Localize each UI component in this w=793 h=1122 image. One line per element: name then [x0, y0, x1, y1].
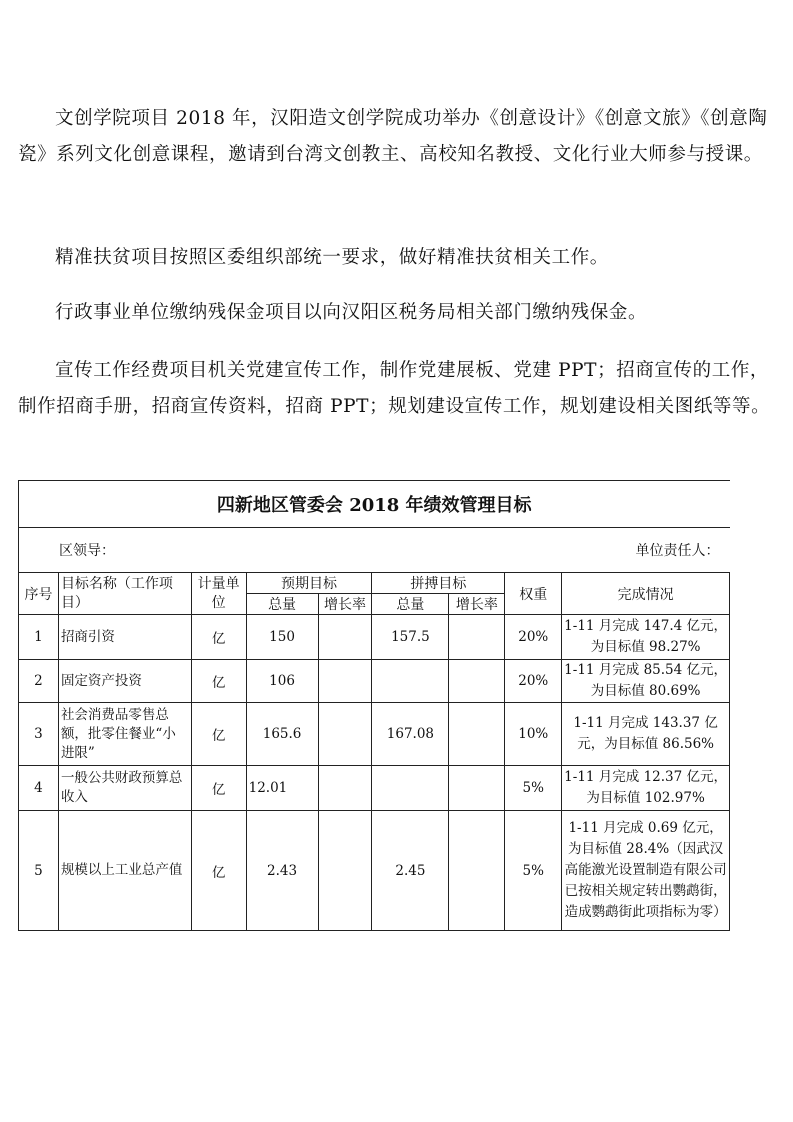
cell-expected-growth — [318, 811, 372, 931]
cell-expected-growth — [318, 703, 372, 766]
cell-striving-growth — [449, 703, 505, 766]
cell-striving-total — [372, 766, 449, 811]
cell-seq: 4 — [19, 766, 59, 811]
cell-unit: 亿 — [191, 811, 246, 931]
cell-status: 1-11 月完成 147.4 亿元，为目标值 98.27% — [562, 615, 730, 660]
cell-seq: 2 — [19, 660, 59, 703]
paragraph-creative-college: 文创学院项目 2018 年，汉阳造文创学院成功举办《创意设计》《创意文旅》《创意陶瓷》系列文化创意课程，邀请到台湾文创教主、高校知名教授、文化行业大师参与授课。 — [18, 108, 768, 165]
cell-weight: 10% — [505, 703, 562, 766]
cell-status: 1-11 月完成 85.54 亿元，为目标值 80.69% — [562, 660, 730, 703]
cell-seq: 5 — [19, 811, 59, 931]
header-seq: 序号 — [19, 573, 59, 615]
paragraph-disability-fund: 行政事业单位缴纳残保金项目以向汉阳区税务局相关部门缴纳残保金。 — [55, 302, 648, 323]
cell-striving-growth — [449, 660, 505, 703]
cell-striving-total: 167.08 — [372, 703, 449, 766]
table-row — [19, 615, 730, 660]
header-expected: 预期目标 — [246, 573, 372, 594]
cell-weight: 5% — [505, 766, 562, 811]
table-row — [19, 811, 730, 931]
cell-expected-total: 12.01 — [246, 766, 318, 811]
cell-seq: 1 — [19, 615, 59, 660]
performance-targets-table — [18, 480, 730, 931]
district-leader-label: 区领导： — [59, 543, 115, 559]
paragraph-publicity-funds: 宣传工作经费项目机关党建宣传工作，制作党建展板、党建 PPT；招商宣传的工作，制作招商手册，招商宣传资料，招商 PPT；规划建设宣传工作，规划建设相关图纸等等。 — [18, 360, 771, 417]
cell-unit: 亿 — [191, 615, 246, 660]
header-row — [19, 573, 730, 594]
cell-expected-total: 2.43 — [246, 811, 318, 931]
unit-responsible-label: 单位责任人： — [635, 543, 720, 559]
header-unit: 计量单位 — [191, 573, 246, 615]
cell-seq: 3 — [19, 703, 59, 766]
table-row — [19, 703, 730, 766]
cell-striving-total: 2.45 — [372, 811, 449, 931]
cell-target-name: 招商引资 — [58, 615, 191, 660]
cell-target-name: 社会消费品零售总额，批零住餐业“小进限” — [58, 703, 191, 766]
paragraph-poverty-alleviation: 精准扶贫项目按照区委组织部统一要求，做好精准扶贫相关工作。 — [55, 247, 609, 268]
table-title: 四新地区管委会 2018 年绩效管理目标 — [19, 481, 730, 528]
cell-target-name: 固定资产投资 — [58, 660, 191, 703]
cell-weight: 20% — [505, 660, 562, 703]
cell-expected-total: 150 — [246, 615, 318, 660]
cell-expected-growth — [318, 766, 372, 811]
cell-expected-total: 106 — [246, 660, 318, 703]
table-row — [19, 766, 730, 811]
table-row — [19, 660, 730, 703]
cell-status: 1-11 月完成 143.37 亿元，为目标值 86.56% — [562, 703, 730, 766]
header-striving-growth: 增长率 — [449, 594, 505, 615]
cell-expected-growth — [318, 660, 372, 703]
header-target-name: 目标名称（工作项目） — [58, 573, 191, 615]
cell-weight: 20% — [505, 615, 562, 660]
header-weight: 权重 — [505, 573, 562, 615]
cell-striving-growth — [449, 615, 505, 660]
cell-target-name: 规模以上工业总产值 — [58, 811, 191, 931]
cell-expected-growth — [318, 615, 372, 660]
cell-status: 1-11 月完成 0.69 亿元，为目标值 28.4%（因武汉高能激光设置制造有限公司已按相关规定转出鹦鹉街，造成鹦鹉街此项指标为零） — [562, 811, 730, 931]
cell-striving-total: 157.5 — [372, 615, 449, 660]
cell-striving-growth — [449, 766, 505, 811]
header-striving-total: 总量 — [372, 594, 449, 615]
header-striving: 拼搏目标 — [372, 573, 505, 594]
cell-expected-total: 165.6 — [246, 703, 318, 766]
cell-unit: 亿 — [191, 766, 246, 811]
cell-unit: 亿 — [191, 660, 246, 703]
header-status: 完成情况 — [562, 573, 730, 615]
cell-status: 1-11 月完成 12.37 亿元，为目标值 102.97% — [562, 766, 730, 811]
cell-striving-total — [372, 660, 449, 703]
cell-weight: 5% — [505, 811, 562, 931]
cell-unit: 亿 — [191, 703, 246, 766]
header-expected-growth: 增长率 — [318, 594, 372, 615]
header-expected-total: 总量 — [246, 594, 318, 615]
cell-striving-growth — [449, 811, 505, 931]
cell-target-name: 一般公共财政预算总收入 — [58, 766, 191, 811]
